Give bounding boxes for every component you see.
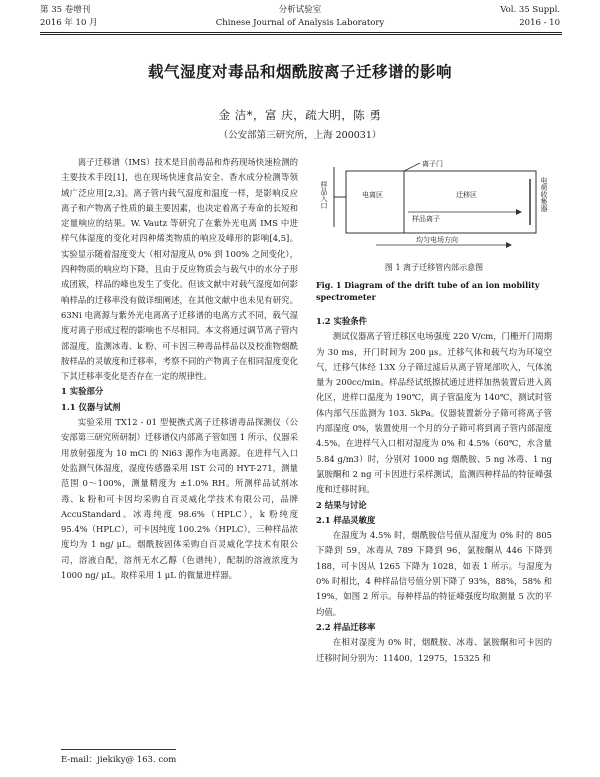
mobility-paragraph: 在相对湿度为 0% 时，烟酰胺、冰毒、氯胺酮和可卡因的迁移时间分别为：11400，12975，15325 和 [316,637,552,663]
sample-ion-arrowhead [516,209,522,215]
paper-affiliation: （公安部第三研究所，上海 200031） [218,130,382,141]
header-rule [40,32,562,33]
header-journal-en: Chinese Journal of Analysis Laboratory [215,18,385,28]
label-drift-zone: 迁移区 [456,191,477,199]
paper-authors: 金 洁*，富 庆，疏大明，陈 勇 [218,108,382,122]
subsection-heading-sensitivity: 2.1 样品灵敏度 [316,514,376,525]
footnote-rule [61,749,176,750]
section-heading-results: 2 结果与讨论 [316,499,367,510]
label-ion-gate: 离子门 [422,160,443,168]
sensitivity-paragraph: 在湿度为 4.5% 时，烟酰胺信号值从湿度为 0% 时的 805 下降到 59，冰毒从 789 下降到 96，氯胺酮从 446 下降到 188，可卡因从 1265 下降为 1028，如表 1 所示。与湿度为 0% 时相比，4 种样品信号值分别下降了 93%，88%，58% 和 19%，如图 2 所示。每种样品的特征峰强度均取测量 5 次的平均值。 [316,530,552,617]
header-volume-cn: 第 35 卷增刊 [40,5,91,15]
figure-caption-cn: 图 1 离子迁移管内部示意图 [384,263,484,272]
conditions-paragraph: 测试仪器离子管迁移区电场强度 220 V/cm，门栅开门周期为 30 ms，开门时间为 200 μs。迁移气体和载气均为环境空气，迁移气体经 13X 分子筛过滤后从离子管尾部吹入，气体流量为 200cc/min。样品经试纸擦拭通过进样加热装置后进入离化区，进样口温度为 190℃，离子管温度为 140℃，测试时管体内部气压监测为 103. 5kPa。仪器装置新分子筛可将离子管内部湿度 0%，装置使用一个月的分子筛可将到离子管内部湿度 4.5%。在进样气入口相对湿度为 0% 和 4.5%（60℃，水含量 5.84 g/m3）时，分别对 1000 ng 烟酰胺、5 ng 冰毒、1 ng 氯胺酮和 2 ng 可卡因进行采样测试，监测四种样品的特征峰强度和迁移时间。 [316,331,552,495]
header-date-en: 2016 - 10 [519,18,560,28]
tube-outline [346,171,536,233]
label-charge-collector: 电荷收集器 [540,177,548,212]
footnote-email: E-mail：jiekiky@ 163. com [61,755,177,765]
subsection-heading-instruments: 1.1 仪器与试剂 [61,401,121,412]
ion-gate-pointer [404,163,420,171]
label-sample-ion: 样品离子 [412,215,440,223]
figure-caption-en: Fig. 1 Diagram of the drift tube of an ion mobility spectrometer [316,280,540,302]
instruments-paragraph: 实验采用 TX12 - 01 型便携式离子迁移谱毒品探测仪（公安部第三研究所研制）迁移谱仪内部离子管如图 1 所示，仪器采用放射强度为 10 mCi 的 Ni63 源作为电离源。在进样气入口处监测气体湿度，湿度传感器采用 IST 公司的 HYT-271，测量范围 0～100%，测量精度为 ±1.0% RH。所测样品试剂冰毒、k 粉和可卡因均采购自百灵威化学技术有限公司，品牌 AccuStandard。冰毒纯度 98.6%（HPLC），k 粉纯度 95.4%（HPLC），可卡因纯度 100.2%（HPLC），三种样品浓度均为 1 ng/ μL。烟酰胺固体采购自百灵威化学技术有限公司，溶液自配，溶剂无水乙醇（色谱纯），配制的溶液浓度为 1000 ng/ μL。取样采用 1 μL 的微量进样器。 [61,417,298,581]
header-rule-thin [40,34,562,35]
label-ionization-zone: 电离区 [362,191,383,199]
header-volume-en: Vol. 35 Suppl. [500,5,560,15]
subsection-heading-conditions: 1.2 实验条件 [316,316,367,326]
field-direction-arrowhead [506,242,512,248]
header-date-cn: 2016 年 10 月 [40,18,98,28]
paper-title: 载气湿度对毒品和烟酰胺离子迁移谱的影响 [147,62,452,81]
section-heading-experiment: 1 实验部分 [61,386,104,397]
drift-tube-diagram [316,157,552,257]
label-sample-inlet: 样品入口 [320,181,328,209]
intro-paragraph: 离子迁移谱（IMS）技术是目前毒品和炸药现场快速检测的主要技术手段[1]，也在现场快速食品安全、香水成分检测等领域广泛应用[2,3]。离子管内载气湿度和温度一样，是影响反应离子和产物离子性质的最主要因素，也决定着离子寿命的长短和定量响应的结果。W. Vautz 等研究了在紫外光电离 IMS 中进样气体湿度的变化对四种烯类物质的响应及峰形的影响[4,5]。实验显示随着湿度变大（相对湿度从 0% 到 100% 之间变化），四种物质的响应均下降，且由于反应物质会与载气中的水分子形成团簇，样品的峰也发生了变化。但该文献中对载气湿度如何影响样品的迁移率没有做详细阐述，在其他文献中也未见有研究。63Ni 电离源与紫外光电离离子迁移谱的电离方式不同，载气湿度对离子形成过程的影响也不尽相同。本文将通过调节离子管内部湿度，监测冰毒、k 粉、可卡因三种毒品样品以及校准物烟酰胺样品的灵敏度和迁移率，考察不同的产物离子在相同湿度变化下其迁移率变化是否存在一定的规律性。 [61,157,298,382]
subsection-heading-mobility: 2.2 样品迁移率 [316,621,376,632]
header-journal-cn: 分析试验室 [278,5,322,15]
left-column [61,155,298,583]
label-field-direction: 均匀电场方向 [416,236,458,244]
right-column [316,314,552,666]
